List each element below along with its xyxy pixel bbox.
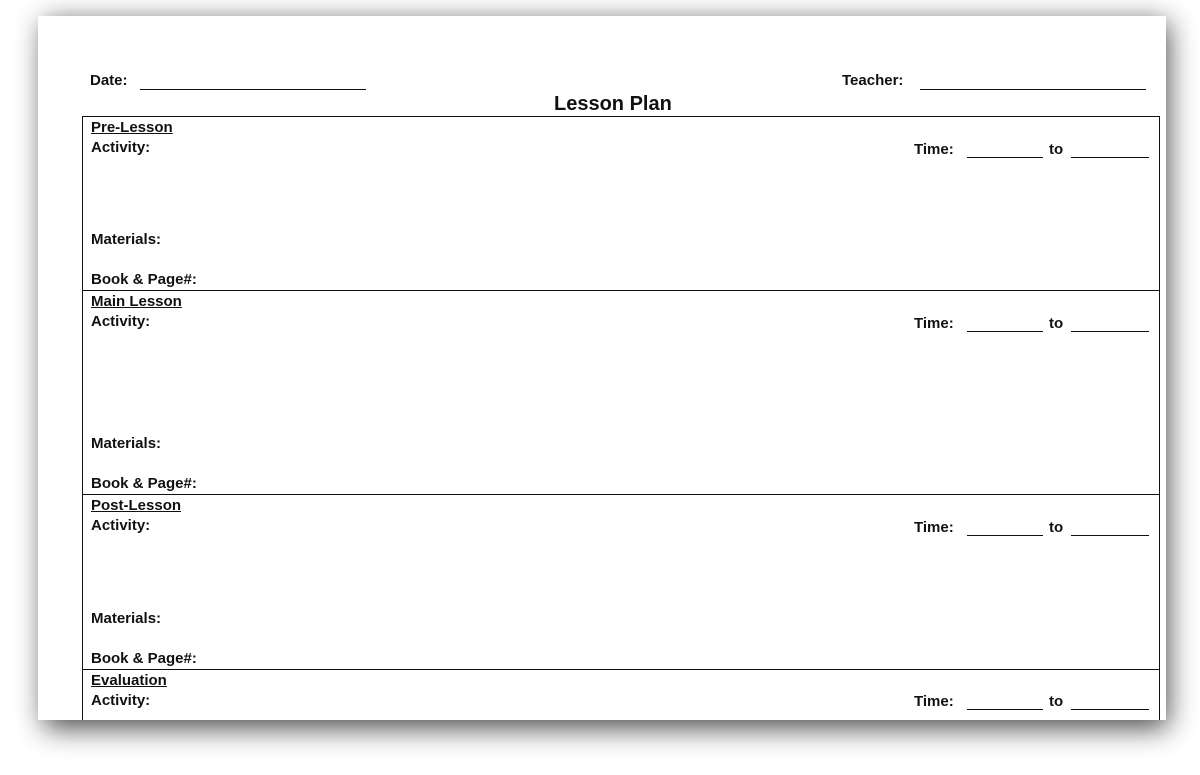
time-start-field[interactable] bbox=[967, 331, 1043, 332]
time-label: Time: bbox=[914, 315, 954, 332]
time-start-field[interactable] bbox=[967, 709, 1043, 710]
activity-label: Activity: bbox=[91, 692, 151, 709]
section-divider bbox=[83, 494, 1159, 495]
book-page-label: Book & Page#: bbox=[91, 650, 197, 667]
time-end-field[interactable] bbox=[1071, 157, 1149, 158]
to-label: to bbox=[1049, 141, 1064, 158]
section-divider bbox=[83, 290, 1159, 291]
time-label: Time: bbox=[914, 519, 954, 536]
to-label: to bbox=[1049, 693, 1064, 710]
materials-label: Materials: bbox=[91, 231, 162, 248]
lesson-plan-page bbox=[38, 16, 1166, 720]
date-field[interactable] bbox=[140, 89, 366, 90]
section-title-evaluation: Evaluation bbox=[91, 672, 167, 689]
section-title-main-lesson: Main Lesson bbox=[91, 293, 182, 310]
teacher-field[interactable] bbox=[920, 89, 1146, 90]
activity-label: Activity: bbox=[91, 517, 151, 534]
time-end-field[interactable] bbox=[1071, 331, 1149, 332]
time-start-field[interactable] bbox=[967, 535, 1043, 536]
teacher-label: Teacher: bbox=[842, 72, 904, 89]
to-label: to bbox=[1049, 315, 1064, 332]
activity-label: Activity: bbox=[91, 139, 151, 156]
to-label: to bbox=[1049, 519, 1064, 536]
time-end-field[interactable] bbox=[1071, 535, 1149, 536]
section-title-pre-lesson: Pre-Lesson bbox=[91, 119, 173, 136]
book-page-label: Book & Page#: bbox=[91, 271, 197, 288]
book-page-label: Book & Page#: bbox=[91, 475, 197, 492]
materials-label: Materials: bbox=[91, 610, 162, 627]
date-label: Date: bbox=[90, 72, 128, 89]
activity-label: Activity: bbox=[91, 313, 151, 330]
time-start-field[interactable] bbox=[967, 157, 1043, 158]
time-end-field[interactable] bbox=[1071, 709, 1149, 710]
time-label: Time: bbox=[914, 693, 954, 710]
section-divider bbox=[83, 669, 1159, 670]
materials-label: Materials: bbox=[91, 435, 162, 452]
page-title: Lesson Plan bbox=[554, 93, 672, 115]
time-label: Time: bbox=[914, 141, 954, 158]
lesson-plan-table bbox=[82, 116, 1160, 720]
section-title-post-lesson: Post-Lesson bbox=[91, 497, 182, 514]
